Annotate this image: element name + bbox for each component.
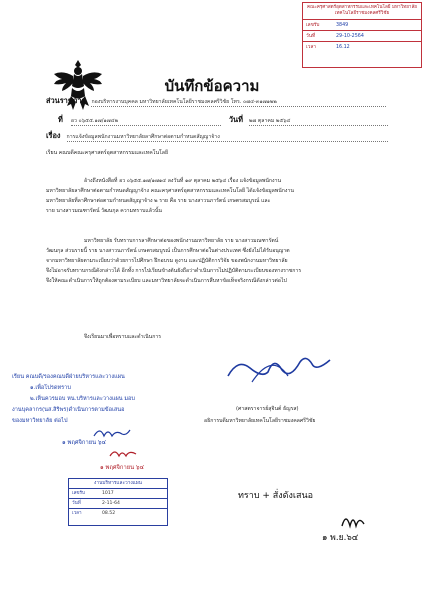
receipt-date-label: วันที่ (306, 34, 316, 39)
closing-text: จึงเรียนมาเพื่อทราบและดำเนินการ (84, 334, 162, 340)
paragraph-line: มหาวิทยาลัยที่ลาศึกษาต่อตามกำหนดสัญญาจ้าง ๒ ราย คือ ราย นางสาวนภารัตน์ เกษตรสมบูรณ์ และ (46, 198, 271, 204)
paragraph-line: วัฒนกุล ส่วนรายนี้ ราย นางสาวนภารัตน์ เกษตรสมบูรณ์ เป็นการศึกษาต่อในต่างประเทศ ซึ่งยังไม่ได้รับอนุญาต (46, 248, 290, 254)
red-initials-scribble (108, 446, 138, 462)
handnote-line: ๑.เพื่อโปรดทราบ (30, 385, 71, 391)
agency-label: ส่วนราชการ (46, 96, 86, 105)
paragraph-line: ราย นางสาวมณฑารัตน์ วัฒนกุล ความทราบแล้วนั้น (46, 208, 162, 214)
subject-line (46, 130, 388, 142)
salutation: เรียน คณบดีคณะครุศาสตร์อุตสาหกรรมและเทคโนโลยี (46, 150, 169, 156)
paragraph-line: จากมหาวิทยาลัยตามระเบียบว่าด้วยการไปศึกษา ฝึกอบรม ดูงาน และปฏิบัติการวิจัย ของพนักงานมหาวิทยาลัย (46, 258, 288, 264)
agency-value: กองบริหารงานบุคคล มหาวิทยาลัยเทคโนโลยีราชมงคลศรีวิชัย โทร. ๐๗๔-๓๑๗๑๒๒ (91, 99, 386, 107)
reference-line (58, 114, 388, 126)
office-time-label: เวลา (72, 511, 82, 516)
receipt-stamp (302, 2, 422, 68)
office-receipt-stamp (68, 478, 168, 526)
receipt-time-value: 16.12 (336, 44, 350, 50)
signer-title: อธิการบดีมหาวิทยาลัยเทคโนโลยีราชมงคลศรีวิชัย (204, 418, 316, 424)
date-label: วันที่ (228, 115, 243, 124)
receipt-stamp-date-row (303, 30, 421, 41)
subject-label: เรื่อง (46, 131, 61, 140)
handnote-line: ของมหาวิทยาลัย ต่อไป (12, 418, 68, 424)
handnote-line: เรียน คณบดี/รองคณบดีฝ่ายบริหารและวางแผน (12, 374, 125, 380)
handnote-date-1: ๑ พฤศจิกายน ๖๔ (62, 440, 106, 446)
receipt-stamp-number-row (303, 19, 421, 30)
handwritten-routing-note (12, 372, 232, 427)
office-number-label: เลขรับ (72, 491, 85, 496)
handnote-date-2: ๑ พฤศจิกายน ๖๔ (100, 465, 144, 471)
paragraph-line: มหาวิทยาลัยลาศึกษาต่อตามกำหนดสัญญาจ้าง คณะครุศาสตร์อุตสาหกรรมและเทคโนโลยี ได้แจ้งข้อมูลพนักงาน (46, 188, 294, 194)
memo-title: บันทึกข้อความ (164, 77, 260, 95)
receipt-stamp-time-row (303, 41, 421, 52)
agency-line (46, 95, 386, 107)
paragraph-line: มหาวิทยาลัย รับทราบการลาศึกษาต่อของพนักงานมหาวิทยาลัย ราย นางสาวมณฑารัตน์ (84, 238, 279, 244)
signer-name: (ศาสตราจารย์สุจินต์ ธัญรส) (236, 406, 299, 412)
paragraph-line: อ้างถึงหนังสือที่ อว ๐๖๕๕.๑๗/๑๗๑๔ ลงวันที่ ๑๙ ตุลาคม ๒๕๖๔ เรื่อง แจ้งข้อมูลพนักงาน (84, 178, 282, 184)
office-stamp-date-row (69, 499, 167, 509)
office-stamp-number-row (69, 489, 167, 499)
reference-label: ที่ (58, 115, 63, 124)
office-stamp-time-row (69, 509, 167, 518)
approval-signature-scribble (338, 508, 368, 530)
paragraph-1 (46, 176, 390, 216)
office-time-value: 08.52 (102, 511, 116, 516)
reference-value: อว ๐๖๕๕.๑๗/๑๗๔๒ (71, 118, 221, 126)
paragraph-2 (46, 236, 390, 286)
date-value: ๒๗ ตุลาคม ๒๕๖๔ (249, 118, 388, 126)
office-date-value: 2-11-64 (102, 501, 120, 506)
handnote-approval: ทราบ + สั่งดังเสนอ (238, 491, 314, 501)
receipt-stamp-header: คณะครุศาสตร์อุตสาหกรรมและเทคโนโลยี มหาวิทยาลัยเทคโนโลยีราชมงคลศรีวิชัย (307, 5, 417, 16)
handnote-line: งานบุคลากร(นส.สิริพร)ดำเนินการตามข้อเสนอ (12, 407, 125, 413)
receipt-number-label: เลขรับ (306, 23, 320, 28)
office-number-value: 1017 (102, 491, 114, 496)
signature-scribble (222, 338, 342, 398)
receipt-date-value: 29-10-2564 (336, 33, 364, 39)
subject-value: การแจ้งข้อมูลพนักงานมหาวิทยาลัยลาศึกษาต่อตามกำหนดสัญญาจ้าง (67, 134, 388, 142)
paragraph-line: จึงให้คณะดำเนินการให้ถูกต้องตามระเบียบ และมหาวิทยาลัยจะดำเนินการสืบหาข้อเท็จจริงกรณีดังกล่าวต่อไป (46, 278, 287, 284)
handnote-line: ๒.เห็นควรมอบ หน.บริหารและวางแผน มอบ (30, 396, 135, 402)
handnote-approval-date: ๑ พ.ย.๖๔ (322, 533, 359, 543)
office-date-label: วันที่ (72, 501, 81, 506)
paragraph-line: จึงไม่อาจรับทราบกรณีดังกล่าวได้ อีกทั้ง การไปเรียนข้างต้นยังถือว่าดำเนินการไม่ปฏิบัติตามระเบียบของทางราชการ (46, 268, 302, 274)
office-stamp-header: งานบริหารและวางแผน (69, 479, 167, 489)
receipt-time-label: เวลา (306, 45, 316, 50)
receipt-number-value: 3849 (336, 22, 349, 28)
